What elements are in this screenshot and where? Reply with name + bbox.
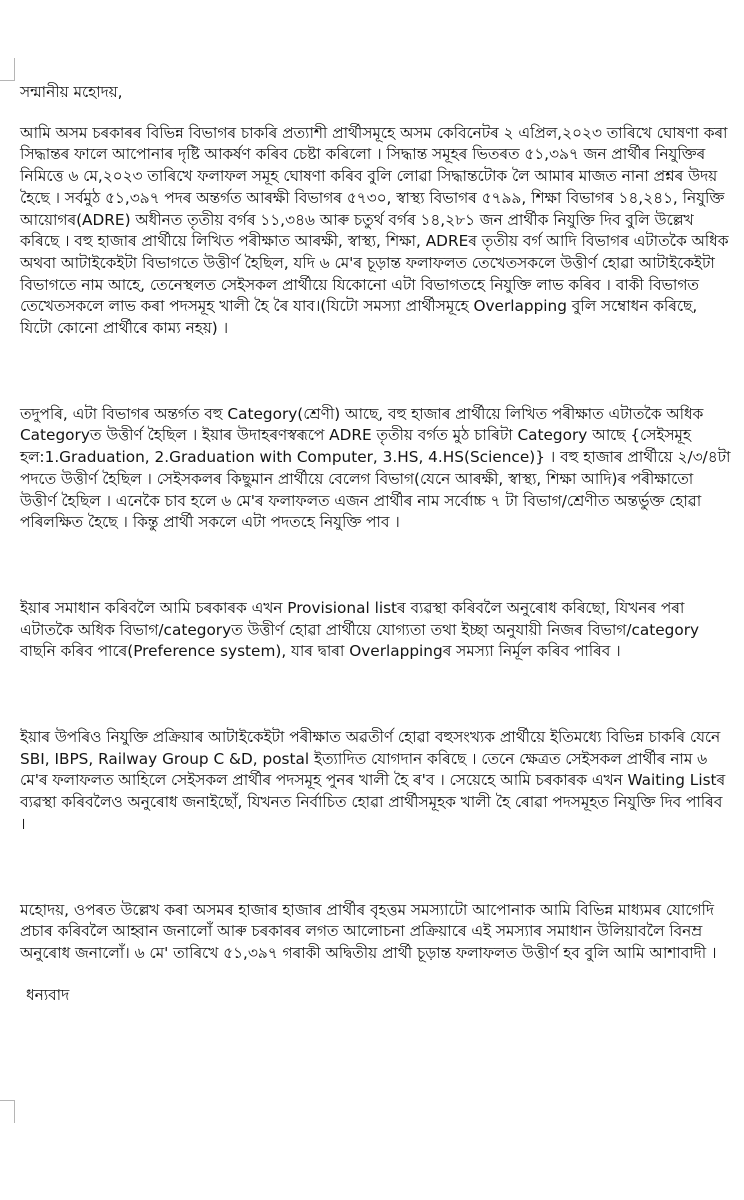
paragraph-overlapping-issue: আমি অসম চৰকাৰৰ বিভিন্ন বিভাগৰ চাকৰি প্ৰত্যাশী প্ৰাৰ্থীসমূহে অসম কেবিনেটৰ ২ এপ্ৰিল,২০২৩ তাৰিখে ঘোষণা কৰা সিদ্ধান্তৰ ফালে আপোনাৰ দৃষ্টি আকৰ্ষণ কৰিব চেষ্টা কৰিলো । সিদ্ধান্ত সমূহৰ ভিতৰত ৫১,৩৯৭ জন প্ৰাৰ্থীৰ নিযুক্তিৰ নিমিত্তে ৬ মে,২০২৩ তাৰিখে ফলাফল সমূহ ঘোষণা কৰিব বুলি লোৱা সিদ্ধান্তটোক লৈ আমাৰ মাজত নানা প্ৰশ্নৰ উদয় হৈছে । সৰ্বমুঠ ৫১,৩৯৭ পদৰ অন্তৰ্গত আৰক্ষী বিভাগৰ ৫৭৩০, স্বাস্থ্য বিভাগৰ ৫৭৯৯, শিক্ষা বিভাগৰ ১৪,২৪১, নিযুক্তি আয়োগৰ(ADRE) অধীনত তৃতীয় বৰ্গৰ ১১,৩৪৬ আৰু চতুৰ্থ বৰ্গৰ ১৪,২৮১ জন প্ৰাৰ্থীক নিযুক্তি দিব বুলি উল্লেখ কৰিছে । বহু হাজাৰ প্ৰাৰ্থীয়ে লিখিত পৰীক্ষাত আৰক্ষী, স্বাস্থ্য, শিক্ষা, ADREৰ তৃতীয় বৰ্গ আদি বিভাগৰ এটাতকৈ অধিক অথবা আটাইকেইটা বিভাগতে উত্তীৰ্ণ হৈছিল, যদি ৬ মে'ৰ চূড়ান্ত ফলাফলত তেখেতসকলে উত্তীৰ্ণ হোৱা আটাইকেইটা বিভাগতে নাম আহে, তেনেস্থলত সেইসকল প্ৰাৰ্থীয়ে যিকোনো এটা বিভাগতহে নিযুক্তি লাভ কৰিব । বাকী বিভাগত তেখেতসকলে লাভ কৰা পদসমূহ খালী হৈ ৰৈ যাব।(যিটো সমস্যা প্ৰাৰ্থীসমূহে Overlapping বুলি সম্বোধন কৰিছে, যিটো কোনো প্ৰাৰ্থীৰে কাম্য নহয়) । (20, 123, 729, 338)
top-left-crop-mark (0, 58, 15, 81)
paragraph-appeal: মহোদয়, ওপৰত উল্লেখ কৰা অসমৰ হাজাৰ হাজাৰ প্ৰাৰ্থীৰ বৃহত্তম সমস্যাটো আপোনাক আমি বিভিন্ন মাধ্যমৰ যোগেদি প্ৰচাৰ কৰিবলৈ আহ্বান জনালোঁ আৰু চৰকাৰৰ লগত আলোচনা প্ৰক্ৰিয়াৰে এই সমস্যাৰ সমাধান উলিয়াবলৈ বিনম্ৰ অনুৰোধ জনালোঁ। ৬ মে' তাৰিখে ৫১,৩৯৭ গৰাকী অদ্বিতীয় প্ৰাৰ্থী চূড়ান্ত ফলাফলত উত্তীৰ্ণ হব বুলি আমি আশাবাদী । (20, 900, 717, 962)
bottom-left-crop-mark (0, 1100, 15, 1123)
salutation: সন্মানীয় মহোদয়, (20, 83, 123, 101)
closing-thanks: ধন্যবাদ (26, 985, 70, 1004)
letter-body (20, 82, 732, 1006)
paragraph-category-issue: তদুপৰি, এটা বিভাগৰ অন্তৰ্গত বহু Category(শ্ৰেণী) আছে, বহু হাজাৰ প্ৰাৰ্থীয়ে লিখিত পৰীক্ষাত এটাতকৈ অধিক Categoryত উত্তীৰ্ণ হৈছিল । ইয়াৰ উদাহৰণস্বৰূপে ADRE তৃতীয় বৰ্গত মুঠ চাৰিটা Category আছে {সেইসমূহ হল:1.Graduation, 2.Graduation with Computer, 3.HS, 4.HS(Science)} । বহু হাজাৰ প্ৰাৰ্থীয়ে ২/৩/৪টা পদতে উত্তীৰ্ণ হৈছিল । সেইসকলৰ কিছুমান প্ৰাৰ্থীয়ে বেলেগ বিভাগ(যেনে আৰক্ষী, স্বাস্থ্য, শিক্ষা আদি)ৰ পৰীক্ষাতো উত্তীৰ্ণ হৈছিল । এনেকৈ চাব হলে ৬ মে'ৰ ফলাফলত এজন প্ৰাৰ্থীৰ নাম সৰ্বোচ্চ ৭ টা বিভাগ/শ্ৰেণীত অন্তৰ্ভুক্ত হোৱা পৰিলক্ষিত হৈছে । কিন্তু প্ৰাৰ্থী সকলে এটা পদতহে নিযুক্তি পাব । (20, 404, 731, 532)
paragraph-waiting-list-request: ইয়াৰ উপৰিও নিযুক্তি প্ৰক্ৰিয়াৰ আটাইকেইটা পৰীক্ষাত অৱতীৰ্ণ হোৱা বহুসংখ্যক প্ৰাৰ্থীয়ে ইতিমধ্যে বিভিন্ন চাকৰি যেনে SBI, IBPS, Railway Group C &D, postal ইত্যাদিত যোগদান কৰিছে । তেনে ক্ষেত্ৰত সেইসকল প্ৰাৰ্থীৰ নাম ৬ মে'ৰ ফলাফলত আহিলে সেইসকল প্ৰাৰ্থীৰ পদসমূহ পুনৰ খালী হৈ ৰ'ব । সেয়েহে আমি চৰকাৰক এখন Waiting Listৰ ব্যৱস্থা কৰিবলৈও অনুৰোধ জনাইছোঁ, যিখনত নিৰ্বাচিত হোৱা প্ৰাৰ্থীসমূহক খালী হৈ ৰোৱা পদসমূহত নিযুক্তি দিব পাৰিব । (20, 728, 726, 833)
paragraph-provisional-list-request: ইয়াৰ সমাধান কৰিবলৈ আমি চৰকাৰক এখন Provisional listৰ ব্যৱস্থা কৰিবলৈ অনুৰোধ কৰিছো, যিখনৰ পৰা এটাতকৈ অধিক বিভাগ/categoryত উত্তীৰ্ণ হোৱা প্ৰাৰ্থীয়ে যোগ্যতা তথা ইচ্ছা অনুযায়ী নিজৰ বিভাগ/category বাছনি কৰিব পাৰে(Preference system), যাৰ দ্বাৰা Overlappingৰ সমস্যা নিৰ্মূল কৰিব পাৰিব । (20, 598, 700, 661)
